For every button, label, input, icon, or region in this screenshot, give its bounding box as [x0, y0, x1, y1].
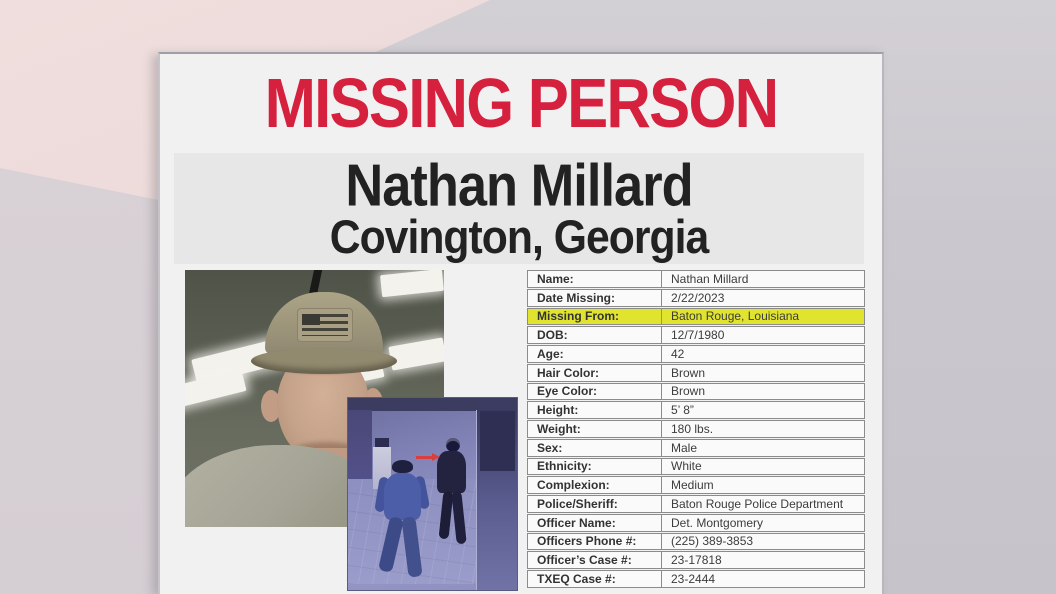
- field-label: Date Missing:: [528, 290, 662, 306]
- field-value: 23-17818: [671, 553, 722, 568]
- table-row: [527, 439, 865, 457]
- person-name: Nathan Millard: [345, 152, 693, 219]
- field-value: Nathan Millard: [671, 271, 749, 286]
- field-label: Eye Color:: [528, 384, 662, 400]
- field-label: Weight:: [528, 421, 662, 437]
- field-label: Missing From:: [528, 309, 662, 325]
- field-label: Complexion:: [528, 477, 662, 493]
- field-value: 23-2444: [671, 571, 716, 586]
- missing-person-poster: [158, 52, 884, 594]
- field-value: 180 lbs.: [671, 421, 714, 436]
- table-row: [527, 514, 865, 532]
- table-row: [527, 458, 865, 476]
- person-location: Covington, Georgia: [329, 211, 709, 264]
- figure-leg: [451, 491, 466, 545]
- figure-leg: [378, 516, 404, 573]
- field-label: Officers Phone #:: [528, 534, 662, 550]
- flag-union: [302, 314, 320, 325]
- ceiling-light: [388, 337, 444, 370]
- flag-patch: [297, 308, 353, 342]
- surveillance-photo: [348, 398, 517, 590]
- poster-headline: MISSING PERSON: [264, 64, 778, 142]
- field-label: TXEQ Case #:: [528, 571, 662, 587]
- field-label: Hair Color:: [528, 365, 662, 381]
- figure-leg: [401, 516, 422, 577]
- field-value: Medium: [671, 478, 714, 493]
- field-value: Brown: [671, 365, 706, 380]
- red-arrow-icon: [416, 456, 433, 459]
- field-value: Brown: [671, 384, 706, 399]
- field-value: 42: [671, 346, 685, 361]
- info-table: [527, 270, 865, 588]
- field-value: Det. Montgomery: [671, 515, 764, 530]
- field-value: Baton Rouge, Louisiana: [671, 309, 800, 324]
- table-row: [527, 495, 865, 513]
- field-value: White: [671, 459, 702, 474]
- figure-cap: [392, 460, 413, 473]
- field-value: 5’ 8”: [671, 403, 694, 418]
- field-label: Sex:: [528, 440, 662, 456]
- table-row: [527, 383, 865, 401]
- field-label: Officer Name:: [528, 515, 662, 531]
- field-value: Baton Rouge Police Department: [671, 496, 844, 511]
- table-row: [527, 476, 865, 494]
- ceiling-light: [380, 270, 444, 297]
- table-row: [527, 270, 865, 288]
- name-band: [174, 153, 864, 264]
- figure-head: [446, 438, 460, 452]
- figure-torso: [437, 451, 466, 493]
- table-row: [527, 551, 865, 569]
- field-value: 2/22/2023: [671, 290, 725, 305]
- table-row: [527, 345, 865, 363]
- table-row: [527, 326, 865, 344]
- field-label: Height:: [528, 402, 662, 418]
- field-label: Age:: [528, 346, 662, 362]
- field-value: Male: [671, 440, 698, 455]
- field-value: (225) 389-3853: [671, 534, 754, 549]
- table-row: [527, 401, 865, 419]
- table-row: [527, 533, 865, 551]
- table-row: [527, 570, 865, 588]
- field-value: 12/7/1980: [671, 328, 725, 343]
- table-row: [527, 308, 865, 326]
- field-label: DOB:: [528, 327, 662, 343]
- field-label: Police/Sheriff:: [528, 496, 662, 512]
- field-label: Ethnicity:: [528, 459, 662, 475]
- table-row: [527, 289, 865, 307]
- field-label: Name:: [528, 271, 662, 287]
- table-row: [527, 364, 865, 382]
- figure-torso: [384, 473, 421, 520]
- table-row: [527, 420, 865, 438]
- field-label: Officer’s Case #:: [528, 552, 662, 568]
- cctv-figure-blue-shirt: [378, 460, 430, 582]
- cctv-figure-dark: [434, 438, 474, 546]
- cctv-doorway: [480, 411, 515, 471]
- cap-brim: [251, 348, 397, 374]
